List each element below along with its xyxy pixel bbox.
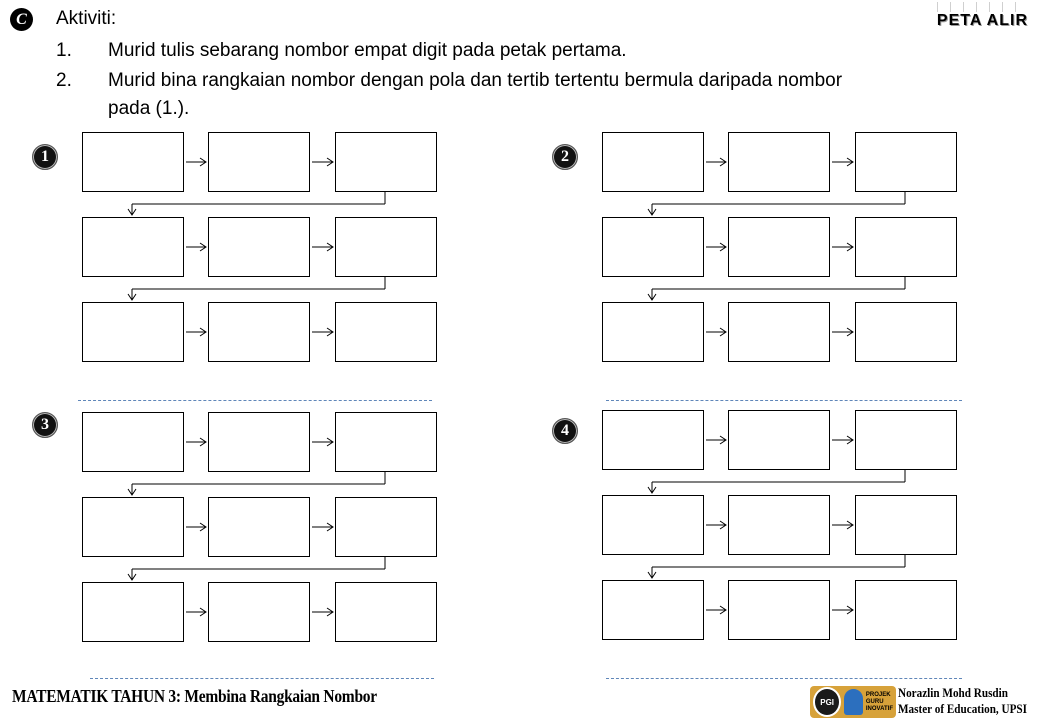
flow-arrows bbox=[30, 412, 410, 652]
flow-arrows bbox=[550, 410, 930, 650]
divider-right bbox=[606, 400, 962, 401]
footer-title: MATEMATIK TAHUN 3: Membina Rangkaian Nombor bbox=[12, 686, 377, 706]
peta-alir-tag bbox=[937, 12, 1028, 30]
divider-bottom-left bbox=[90, 678, 434, 679]
instruction-text-2: Murid bina rangkaian nombor dengan pola dan tertib tertentu bermula daripada nombor bbox=[108, 70, 843, 91]
avatar bbox=[844, 689, 863, 715]
instruction-continuation: pada (1.). bbox=[108, 98, 190, 119]
flow-arrows bbox=[550, 132, 930, 372]
flowchart-2 bbox=[550, 132, 930, 372]
section-badge: C bbox=[10, 8, 33, 31]
author-credential: Master of Education, UPSI bbox=[898, 701, 1027, 716]
logo-text-line: GURU bbox=[865, 698, 884, 705]
flow-arrows bbox=[30, 132, 410, 372]
flowchart-1 bbox=[30, 132, 410, 372]
author-block bbox=[898, 685, 1027, 717]
author-name: Norazlin Mohd Rusdin bbox=[898, 685, 1008, 700]
logo-badge: PGI bbox=[813, 687, 841, 717]
instruction-number-1: 1. bbox=[56, 40, 72, 61]
flowchart-number-badge: 3 bbox=[32, 412, 58, 438]
pgi-logo bbox=[810, 686, 896, 718]
logo-text-line: INOVATIF bbox=[865, 705, 893, 712]
divider-bottom-right bbox=[606, 678, 962, 679]
flowchart-number-badge: 4 bbox=[552, 418, 578, 444]
instruction-number-2: 2. bbox=[56, 70, 72, 91]
tag-label: PETA ALIR bbox=[936, 12, 1028, 29]
flowchart-4 bbox=[550, 410, 930, 650]
activity-title: Aktiviti: bbox=[56, 8, 117, 29]
flowchart-number-badge: 1 bbox=[32, 144, 58, 170]
instruction-text-1: Murid tulis sebarang nombor empat digit pada petak pertama. bbox=[108, 40, 627, 61]
tag-decoration bbox=[937, 2, 1028, 12]
flowchart-number-badge: 2 bbox=[552, 144, 578, 170]
flowchart-3 bbox=[30, 412, 410, 652]
logo-text-line: PROJEK bbox=[865, 691, 891, 698]
divider-left bbox=[78, 400, 432, 401]
logo-text bbox=[866, 692, 893, 713]
